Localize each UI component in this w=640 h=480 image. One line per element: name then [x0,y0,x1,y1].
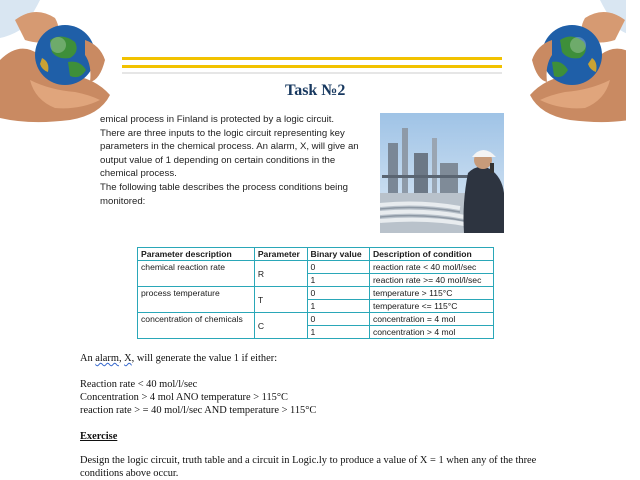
binary-value-cell: 1 [307,326,369,339]
binary-value-cell: 0 [307,313,369,326]
condition-line: Concentration > 4 mol ANO temperature > 115°C [80,392,288,403]
parameter-cell: T [254,287,307,313]
binary-value-cell: 0 [307,261,369,274]
intro-line: parameters in the chemical process. An alarm, X, will give an [100,141,359,153]
page-title: Task №2 [285,82,346,99]
decorative-stripe [122,72,502,74]
parameter-cell: C [254,313,307,339]
condition-cell: concentration = 4 mol [369,313,493,326]
intro-line: output value of 1 depending on certain conditions in the [100,154,336,166]
table-row [138,261,494,274]
alarm-word: alarm [95,353,119,364]
condition-cell: concentration > 4 mol [369,326,493,339]
alarm-prefix: An [80,353,96,364]
table-header-row [138,248,494,261]
alarm-rest: , will generate the value 1 if either: [131,353,278,364]
condition-line: Reaction rate < 40 mol/l/sec [80,379,198,390]
exercise-instructions: Design the logic circuit, truth table and a circuit in Logic.ly to produce a value of X = 1 when any of the three conditions above occur. [80,455,537,479]
intro-line: emical process in Finland is protected by a logic circuit. [100,114,335,125]
chemical-plant-photo [380,113,504,233]
alarm-comma: , [118,353,125,364]
parameter-description-cell: process temperature [138,287,255,313]
alarm-x: X [124,353,132,364]
parameter-description-cell: concentration of chemicals [138,313,255,339]
condition-cell: temperature <= 115°C [369,300,493,313]
intro-paragraph [100,113,375,208]
intro-line: monitored: [100,195,146,207]
exercise-heading: Exercise [80,431,118,442]
column-header: Parameter description [138,248,255,261]
parameter-description-cell: chemical reaction rate [138,261,255,287]
binary-value-cell: 1 [307,274,369,287]
decorative-stripe [122,65,502,68]
column-header: Parameter [254,248,307,261]
condition-line: reaction rate > = 40 mol/l/sec AND temperature > 115°C [80,405,317,416]
intro-line: There are three inputs to the logic circuit representing key [100,127,345,139]
table-row [138,287,494,300]
globe-hands-image-right [504,0,626,128]
condition-cell: reaction rate >= 40 mol/l/sec [369,274,493,287]
globe-hands-image-left [0,0,122,128]
column-header: Binary value [307,248,369,261]
binary-value-cell: 1 [307,300,369,313]
condition-cell: reaction rate < 40 mol/l/sec [369,261,493,274]
table-row [138,313,494,326]
binary-value-cell: 0 [307,287,369,300]
condition-cell: temperature > 115°C [369,287,493,300]
alarm-statement [80,353,277,364]
column-header: Description of condition [369,248,493,261]
intro-line: The following table describes the process conditions being [100,181,348,193]
parameter-cell: R [254,261,307,287]
intro-line: chemical process. [100,168,177,180]
decorative-stripe [122,57,502,60]
process-conditions-table [137,247,494,339]
